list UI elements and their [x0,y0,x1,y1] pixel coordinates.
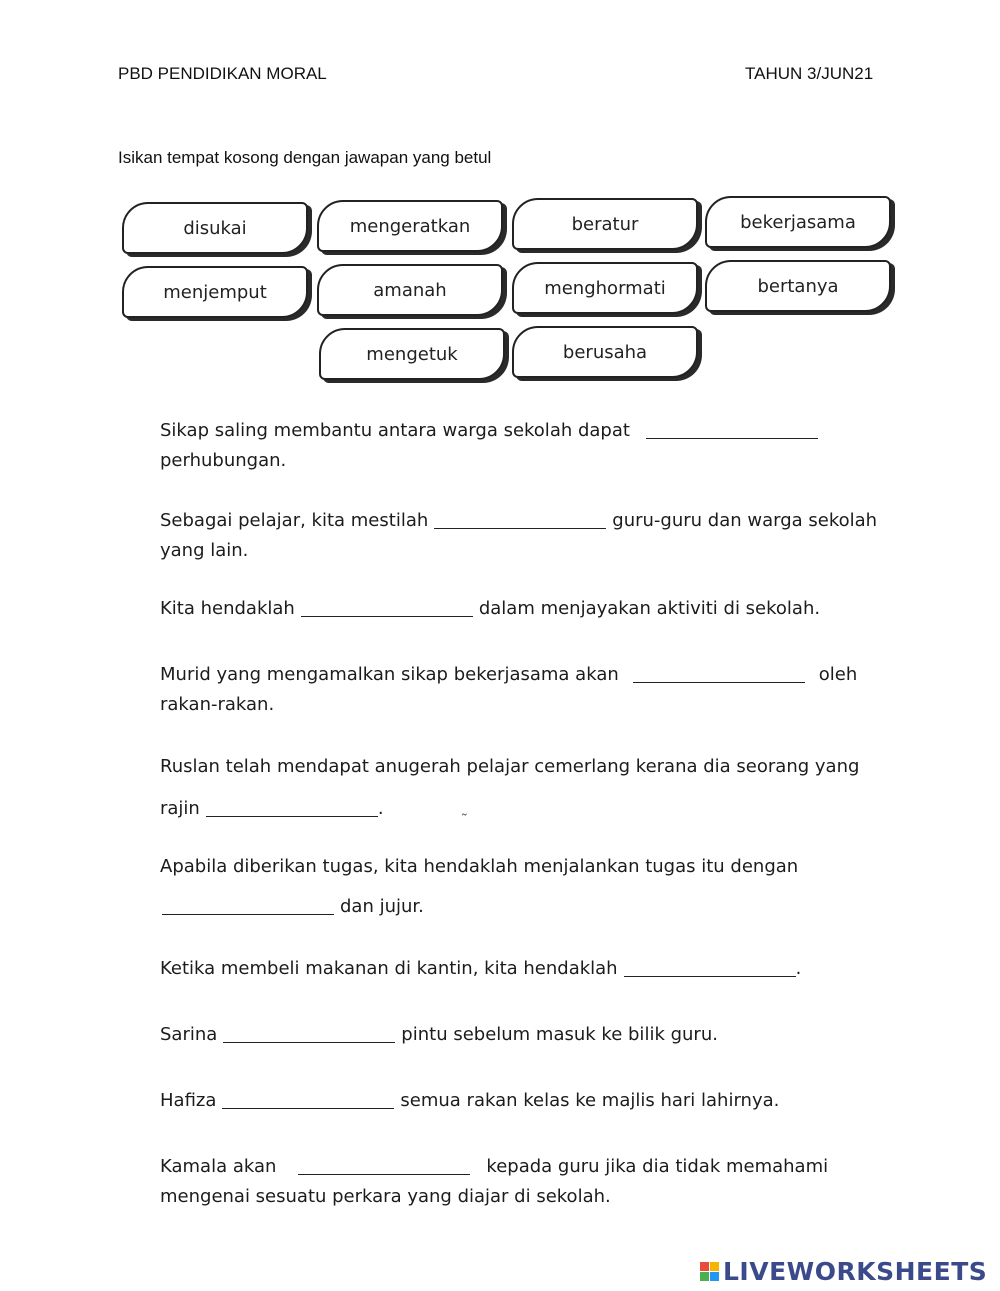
q10-continuation: mengenai sesuatu perkara yang diajar di sekolah. [160,1186,611,1207]
q4-text-before: Murid yang mengamalkan sikap bekerjasama akan [160,664,619,685]
question-8 [160,1020,906,1050]
q5-text: Ruslan telah mendapat anugerah pelajar cemerlang kerana dia seorang yang [160,756,860,777]
question-5 [160,752,906,824]
q1-answer-blank[interactable] [646,438,818,439]
q6-answer-blank[interactable] [162,914,334,915]
word-chip-disukai[interactable]: disukai [122,202,308,254]
scan-mark: ˷ [462,800,467,816]
liveworksheets-logo-icon [700,1262,719,1281]
q2-text-after: guru-guru dan warga sekolah [612,510,878,531]
q3-answer-blank[interactable] [301,616,473,617]
liveworksheets-brand[interactable] [700,1257,987,1286]
word-chip-beratur[interactable]: beratur [512,198,698,250]
q1-continuation: perhubungan. [160,450,287,471]
instruction-text: Isikan tempat kosong dengan jawapan yang betul [118,148,492,167]
word-chip-berusaha[interactable]: berusaha [512,326,698,378]
q7-text-before: Ketika membeli makanan di kantin, kita hendaklah [160,958,618,979]
question-4 [160,660,906,720]
q8-answer-blank[interactable] [223,1042,395,1043]
q8-text-after: pintu sebelum masuk ke bilik guru. [401,1024,718,1045]
q2-answer-blank[interactable] [434,528,606,529]
q2-continuation: yang lain. [160,540,249,561]
header-subject: PBD PENDIDIKAN MORAL [118,64,327,83]
q9-text-after: semua rakan kelas ke majlis hari lahirnya. [400,1090,780,1111]
q4-answer-blank[interactable] [633,682,805,683]
question-1 [160,416,906,476]
brand-text: LIVEWORKSHEETS [723,1257,988,1286]
question-7 [160,954,906,984]
q6-text: Apabila diberikan tugas, kita hendaklah menjalankan tugas itu dengan [160,856,799,877]
q1-text: Sikap saling membantu antara warga sekolah dapat [160,420,630,441]
q3-text-after: dalam menjayakan aktiviti di sekolah. [478,598,821,619]
q7-answer-blank[interactable] [624,976,796,977]
q7-text-after: . [795,958,802,979]
word-chip-bekerjasama[interactable]: bekerjasama [705,196,891,248]
q10-text-before: Kamala akan [160,1156,277,1177]
q2-text-before: Sebagai pelajar, kita mestilah [160,510,429,531]
q6-text-after: dan jujur. [340,896,424,917]
q3-text-before: Kita hendaklah [160,598,295,619]
q4-continuation: rakan-rakan. [160,694,275,715]
q10-answer-blank[interactable] [298,1174,470,1175]
word-chip-menghormati[interactable]: menghormati [512,262,698,314]
word-chip-amanah[interactable]: amanah [317,264,503,316]
q8-text-before: Sarina [160,1024,218,1045]
question-10 [160,1152,906,1212]
q9-text-before: Hafiza [160,1090,217,1111]
word-chip-mengetuk[interactable]: mengetuk [319,328,505,380]
question-9 [160,1086,906,1116]
word-chip-mengeratkan[interactable]: mengeratkan [317,200,503,252]
q5-text-after: . [377,798,384,819]
q5-answer-blank[interactable] [206,816,378,817]
question-2 [160,506,906,566]
q9-answer-blank[interactable] [222,1108,394,1109]
word-chip-menjemput[interactable]: menjemput [122,266,308,318]
question-3 [160,594,906,624]
q4-text-after: oleh [818,664,858,685]
question-6 [160,852,906,922]
header-class-date: TAHUN 3/JUN21 [745,64,874,83]
q5-text-before: rajin [160,798,200,819]
word-chip-bertanya[interactable]: bertanya [705,260,891,312]
q10-text-after: kepada guru jika dia tidak memahami [486,1156,829,1177]
